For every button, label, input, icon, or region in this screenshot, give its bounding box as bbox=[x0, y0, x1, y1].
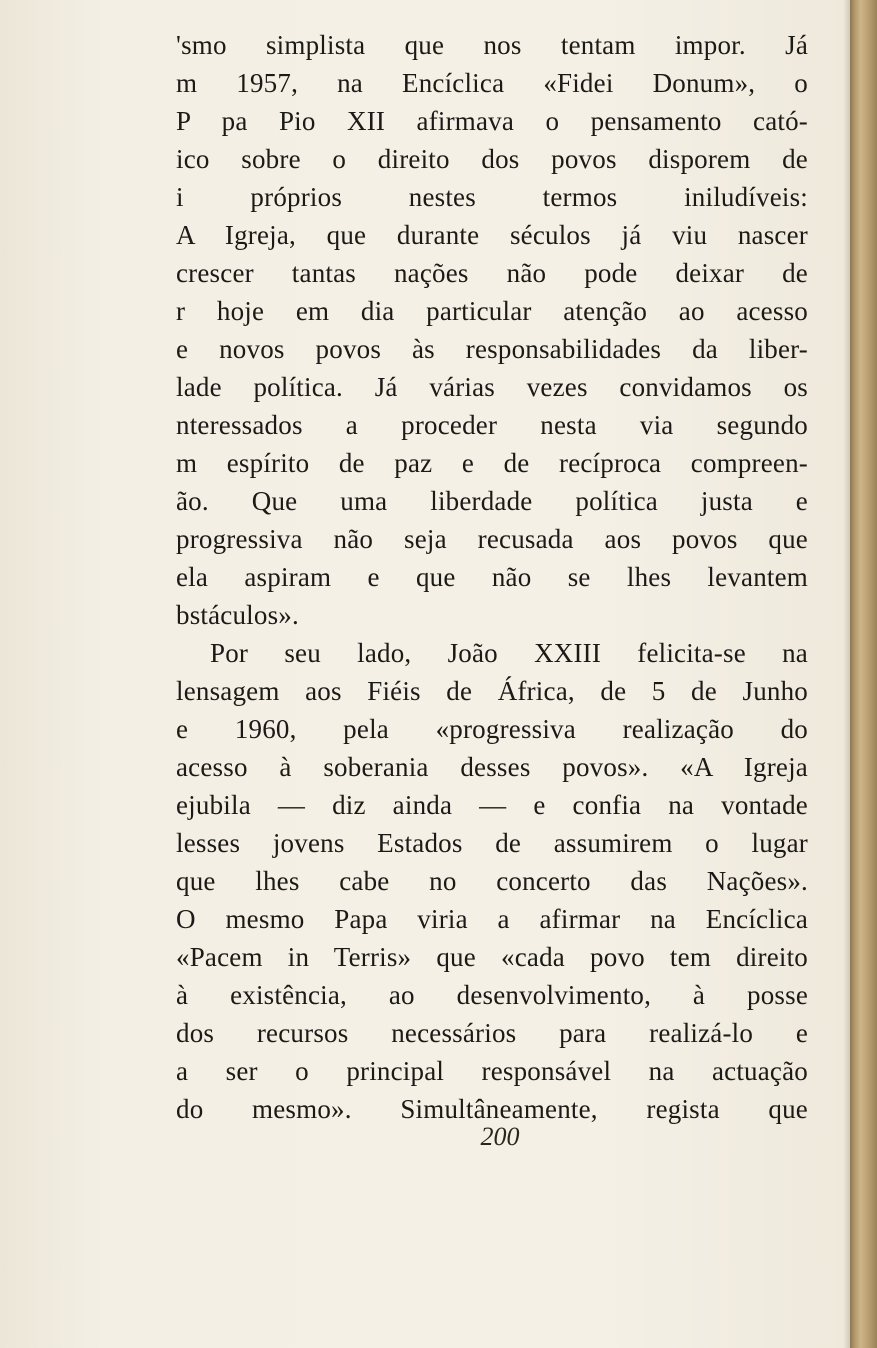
text-line: nteressados a proceder nesta via segundo bbox=[176, 410, 808, 440]
text-line: acesso à soberania desses povos». «A Igreja bbox=[176, 752, 808, 782]
book-binding-edge bbox=[850, 0, 877, 1348]
page-number: 200 bbox=[480, 1122, 520, 1151]
text-line: ico sobre o direito dos povos disporem de bbox=[176, 144, 808, 174]
text-line: ão. Que uma liberdade política justa e bbox=[176, 486, 808, 516]
text-line: lade política. Já várias vezes convidamos os bbox=[176, 372, 808, 402]
text-line: O mesmo Papa viria a afirmar na Encíclica bbox=[176, 904, 808, 934]
text-line: lensagem aos Fiéis de África, de 5 de Junho bbox=[176, 676, 808, 706]
text-line: dos recursos necessários para realizá-lo e bbox=[176, 1018, 808, 1048]
text-line: a ser o principal responsável na actuação bbox=[176, 1056, 808, 1086]
text-line: ejubila — diz ainda — e confia na vontade bbox=[176, 790, 808, 820]
text-line: m espírito de paz e de recíproca compreen- bbox=[176, 448, 808, 478]
text-line: do mesmo». Simultâneamente, regista que bbox=[176, 1094, 808, 1124]
text-line: à existência, ao desenvolvimento, à posse bbox=[176, 980, 808, 1010]
text-line: P pa Pio XII afirmava o pensamento cató- bbox=[176, 106, 808, 136]
text-line: que lhes cabe no concerto das Nações». bbox=[176, 866, 808, 896]
text-line: A Igreja, que durante séculos já viu nascer bbox=[176, 220, 808, 250]
text-line: e novos povos às responsabilidades da liber- bbox=[176, 334, 808, 364]
text-line: r hoje em dia particular atenção ao acesso bbox=[176, 296, 808, 326]
text-line: crescer tantas nações não pode deixar de bbox=[176, 258, 808, 288]
text-line: e 1960, pela «progressiva realização do bbox=[176, 714, 808, 744]
text-line: 'smo simplista que nos tentam impor. Já bbox=[176, 30, 808, 60]
text-line: i próprios nestes termos iniludíveis: bbox=[176, 182, 808, 212]
text-line: progressiva não seja recusada aos povos que bbox=[176, 524, 808, 554]
text-line: bstáculos». bbox=[176, 600, 299, 630]
text-line: m 1957, na Encíclica «Fidei Donum», o bbox=[176, 68, 808, 98]
text-line: ela aspiram e que não se lhes levantem bbox=[176, 562, 808, 592]
text-line: Por seu lado, João XXIII felicita-se na bbox=[210, 638, 808, 668]
text-line: «Pacem in Terris» que «cada povo tem direito bbox=[176, 942, 808, 972]
text-line: lesses jovens Estados de assumirem o lugar bbox=[176, 828, 808, 858]
